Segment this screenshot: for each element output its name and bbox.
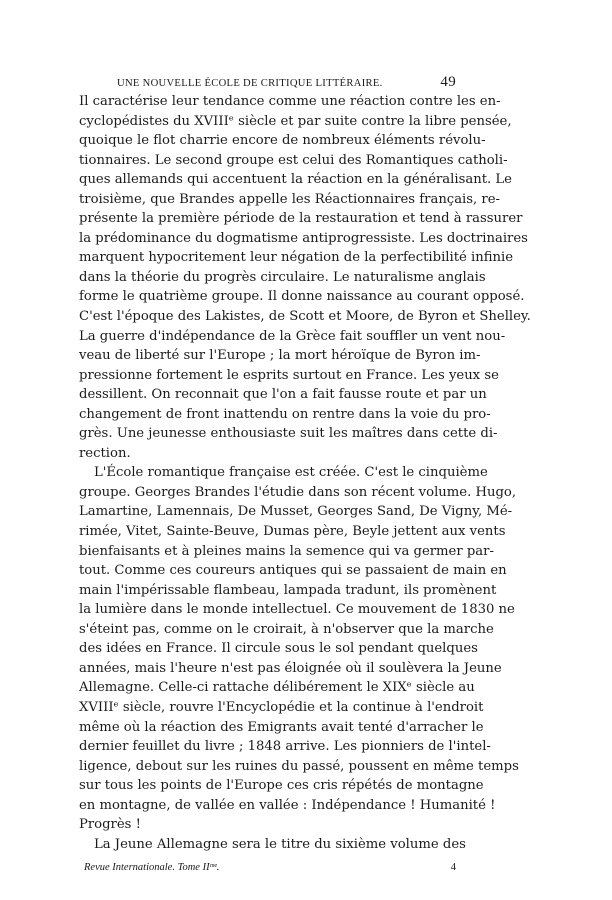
text-line: veau de liberté sur l'Europe ; la mort héroïque de Byron im- [79,348,481,364]
text-line: tionnaires. Le second groupe est celui des Romantiques catholi- [79,152,508,168]
text-line: présente la première période de la restauration et tend à rassurer [79,211,523,227]
paragraph-2 [79,463,519,834]
text-line: La guerre d'indépendance de la Grèce fait souffler un vent nou- [79,328,506,344]
text-line: forme le quatrième groupe. Il donne naissance au courant opposé. [79,289,525,305]
text-line: XVIIIᵉ siècle, rouvre l'Encyclopédie et la continue à l'endroit [79,699,484,715]
text-line: la lumière dans le monde intellectuel. Ce mouvement de 1830 ne [79,602,515,618]
text-line: main l'impérissable flambeau, lampada tradunt, ils promènent [79,582,497,598]
text-line: ques allemands qui accentuent la réaction en la généralisant. Le [79,172,512,188]
text-line: rection. [79,445,131,461]
journal-title: Revue Internationale. Tome IIᵐᵉ. [84,862,220,874]
text-line: dernier feuillet du livre ; 1848 arrive. Les pionniers de l'intel- [79,739,491,755]
paragraph-3 [79,835,466,855]
text-line: L'École romantique française est créée. C'est le cinquième [94,465,488,481]
text-line: tout. Comme ces coureurs antiques qui se passaient de main en [79,563,507,579]
text-line: grès. Une jeunesse enthousiaste suit les maîtres dans cette di- [79,426,498,442]
text-line: en montagne, de vallée en vallée : Indépendance ! Humanité ! [79,797,496,813]
text-line: pressionne fortement le esprits surtout en France. Les yeux se [79,367,499,383]
text-line: La Jeune Allemagne sera le titre du sixième volume des [94,836,466,852]
text-line: Lamartine, Lamennais, De Musset, Georges Sand, De Vigny, Mé- [79,504,513,520]
text-line: marquent hypocritement leur négation de la perfectibilité infinie [79,250,514,266]
body-text [79,92,531,854]
page-footer [79,862,456,878]
text-line: Progrès ! [79,817,141,833]
text-line: s'éteint pas, comme on le croirait, à n'observer que la marche [79,621,494,637]
text-line: sur tous les points de l'Europe ces cris répétés de montagne [79,778,484,794]
text-line: cyclopédistes du XVIIIᵉ siècle et par suite contre la libre pensée, [79,113,512,129]
text-line: troisième, que Brandes appelle les Réactionnaires français, re- [79,191,500,207]
text-line: changement de front inattendu on rentre dans la voie du pro- [79,406,491,422]
text-line: groupe. Georges Brandes l'étudie dans son récent volume. Hugo, [79,484,517,500]
text-line: dessillent. On reconnait que l'on a fait fausse route et par un [79,387,487,403]
text-line: rimée, Vitet, Sainte-Beuve, Dumas père, Beyle jettent aux vents [79,524,506,540]
text-line: des idées en France. Il circule sous le sol pendant quelques [79,641,478,657]
paragraph-1 [79,92,531,463]
text-line: années, mais l'heure n'est pas éloignée où il soulèvera la Jeune [79,660,502,676]
page-number: 49 [440,74,456,90]
page [79,74,531,878]
text-line: C'est l'époque des Lakistes, de Scott et Moore, de Byron et Shelley. [79,309,531,325]
text-line: dans la théorie du progrès circulaire. Le naturalisme anglais [79,269,486,285]
text-line: ligence, debout sur les ruines du passé, poussent en même temps [79,758,519,774]
text-line: Allemagne. Celle-ci rattache délibérement le XIXᵉ siècle au [79,680,475,696]
running-head [79,74,456,92]
text-line: quoique le flot charrie encore de nombreux éléments révolu- [79,133,486,149]
signature-mark: 4 [450,862,456,874]
text-line: la prédominance du dogmatisme antiprogressiste. Les doctrinaires [79,230,528,246]
text-line: même où la réaction des Emigrants avait tenté d'arracher le [79,719,484,735]
text-line: Il caractérise leur tendance comme une réaction contre les en- [79,94,501,109]
text-line: bienfaisants et à pleines mains la semence qui va germer par- [79,543,494,559]
running-title: UNE NOUVELLE ÉCOLE DE CRITIQUE LITTÉRAIRE. [117,78,383,89]
